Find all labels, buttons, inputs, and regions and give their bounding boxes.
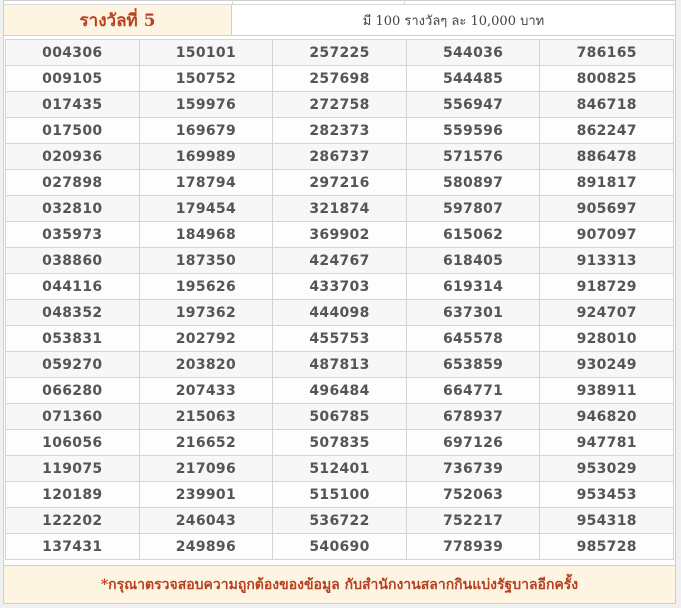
winning-number: 786165 <box>540 40 674 66</box>
table-row <box>6 248 674 274</box>
winning-number: 017500 <box>6 118 140 144</box>
winning-number: 544036 <box>406 40 540 66</box>
winning-number: 272758 <box>273 92 407 118</box>
winning-number: 246043 <box>139 508 273 534</box>
table-row <box>6 430 674 456</box>
winning-number: 297216 <box>273 170 407 196</box>
winning-number: 512401 <box>273 456 407 482</box>
winning-number: 424767 <box>273 248 407 274</box>
winning-number: 664771 <box>406 378 540 404</box>
winning-number: 907097 <box>540 222 674 248</box>
prize-header <box>4 5 675 36</box>
winning-number: 507835 <box>273 430 407 456</box>
winning-number: 159976 <box>139 92 273 118</box>
table-row <box>6 92 674 118</box>
winning-number: 169679 <box>139 118 273 144</box>
winning-number: 580897 <box>406 170 540 196</box>
winning-number: 120189 <box>6 482 140 508</box>
winning-number: 071360 <box>6 404 140 430</box>
disclaimer-note: *กรุณาตรวจสอบความถูกต้องของข้อมูล กับสำนักงานสลากกินแบ่งรัฐบาลอีกครั้ง <box>4 565 675 603</box>
winning-number: 913313 <box>540 248 674 274</box>
table-row <box>6 66 674 92</box>
winning-number: 752063 <box>406 482 540 508</box>
winning-number: 556947 <box>406 92 540 118</box>
winning-number: 216652 <box>139 430 273 456</box>
winning-number: 239901 <box>139 482 273 508</box>
winning-number: 559596 <box>406 118 540 144</box>
winning-number: 678937 <box>406 404 540 430</box>
winning-number: 059270 <box>6 352 140 378</box>
prize-info: มี 100 รางวัลๆ ละ 10,000 บาท <box>362 13 545 29</box>
winning-number: 645578 <box>406 326 540 352</box>
winning-number: 637301 <box>406 300 540 326</box>
winning-number: 257225 <box>273 40 407 66</box>
winning-number: 286737 <box>273 144 407 170</box>
winning-number: 004306 <box>6 40 140 66</box>
winning-number: 053831 <box>6 326 140 352</box>
winning-number: 215063 <box>139 404 273 430</box>
winning-number: 038860 <box>6 248 140 274</box>
winning-number: 444098 <box>273 300 407 326</box>
winning-number: 697126 <box>406 430 540 456</box>
table-row <box>6 534 674 560</box>
table-row <box>6 404 674 430</box>
table-row <box>6 196 674 222</box>
winning-number: 891817 <box>540 170 674 196</box>
winning-number: 433703 <box>273 274 407 300</box>
winning-number: 020936 <box>6 144 140 170</box>
winning-number: 017435 <box>6 92 140 118</box>
winning-number: 369902 <box>273 222 407 248</box>
table-row <box>6 222 674 248</box>
winning-number: 571576 <box>406 144 540 170</box>
winning-number: 282373 <box>273 118 407 144</box>
winning-number: 137431 <box>6 534 140 560</box>
winning-number: 506785 <box>273 404 407 430</box>
winning-number: 778939 <box>406 534 540 560</box>
winning-number: 184968 <box>139 222 273 248</box>
winning-number: 195626 <box>139 274 273 300</box>
winning-number: 197362 <box>139 300 273 326</box>
table-row <box>6 300 674 326</box>
winning-number: 953029 <box>540 456 674 482</box>
winning-number: 027898 <box>6 170 140 196</box>
winning-number: 496484 <box>273 378 407 404</box>
winning-number: 985728 <box>540 534 674 560</box>
table-row <box>6 118 674 144</box>
prize-title: รางวัลที่ 5 <box>4 5 232 35</box>
winning-number: 918729 <box>540 274 674 300</box>
winning-number: 257698 <box>273 66 407 92</box>
winning-number: 203820 <box>139 352 273 378</box>
winning-number: 035973 <box>6 222 140 248</box>
winning-number: 150752 <box>139 66 273 92</box>
winning-number: 924707 <box>540 300 674 326</box>
table-row <box>6 40 674 66</box>
winning-number: 736739 <box>406 456 540 482</box>
table-row <box>6 144 674 170</box>
prize-panel <box>3 0 676 604</box>
winning-number: 187350 <box>139 248 273 274</box>
table-row <box>6 274 674 300</box>
winning-number: 886478 <box>540 144 674 170</box>
winning-number: 119075 <box>6 456 140 482</box>
winning-number: 179454 <box>139 196 273 222</box>
winning-number: 862247 <box>540 118 674 144</box>
winning-number: 938911 <box>540 378 674 404</box>
table-row <box>6 456 674 482</box>
winning-number: 515100 <box>273 482 407 508</box>
winning-number: 618405 <box>406 248 540 274</box>
winning-number: 009105 <box>6 66 140 92</box>
winning-number: 122202 <box>6 508 140 534</box>
winning-number: 544485 <box>406 66 540 92</box>
winning-number: 930249 <box>540 352 674 378</box>
winning-number: 619314 <box>406 274 540 300</box>
winning-number: 106056 <box>6 430 140 456</box>
table-row <box>6 508 674 534</box>
winning-number: 947781 <box>540 430 674 456</box>
winning-number: 540690 <box>273 534 407 560</box>
table-row <box>6 326 674 352</box>
winning-number: 946820 <box>540 404 674 430</box>
table-row <box>6 170 674 196</box>
winning-number: 066280 <box>6 378 140 404</box>
winning-number: 217096 <box>139 456 273 482</box>
winning-number: 953453 <box>540 482 674 508</box>
winning-number: 169989 <box>139 144 273 170</box>
winning-number: 487813 <box>273 352 407 378</box>
winning-number: 202792 <box>139 326 273 352</box>
winning-number: 249896 <box>139 534 273 560</box>
table-row <box>6 482 674 508</box>
winning-number: 032810 <box>6 196 140 222</box>
winning-number: 321874 <box>273 196 407 222</box>
winning-number: 752217 <box>406 508 540 534</box>
winning-number: 653859 <box>406 352 540 378</box>
winning-number: 048352 <box>6 300 140 326</box>
winning-number: 207433 <box>139 378 273 404</box>
table-row <box>6 378 674 404</box>
winning-number: 455753 <box>273 326 407 352</box>
table-row <box>6 352 674 378</box>
numbers-table <box>5 39 674 560</box>
numbers-area <box>4 36 675 563</box>
winning-number: 800825 <box>540 66 674 92</box>
winning-number: 178794 <box>139 170 273 196</box>
winning-number: 846718 <box>540 92 674 118</box>
winning-number: 615062 <box>406 222 540 248</box>
winning-number: 044116 <box>6 274 140 300</box>
winning-number: 905697 <box>540 196 674 222</box>
winning-number: 954318 <box>540 508 674 534</box>
winning-number: 536722 <box>273 508 407 534</box>
winning-number: 928010 <box>540 326 674 352</box>
winning-number: 150101 <box>139 40 273 66</box>
winning-number: 597807 <box>406 196 540 222</box>
